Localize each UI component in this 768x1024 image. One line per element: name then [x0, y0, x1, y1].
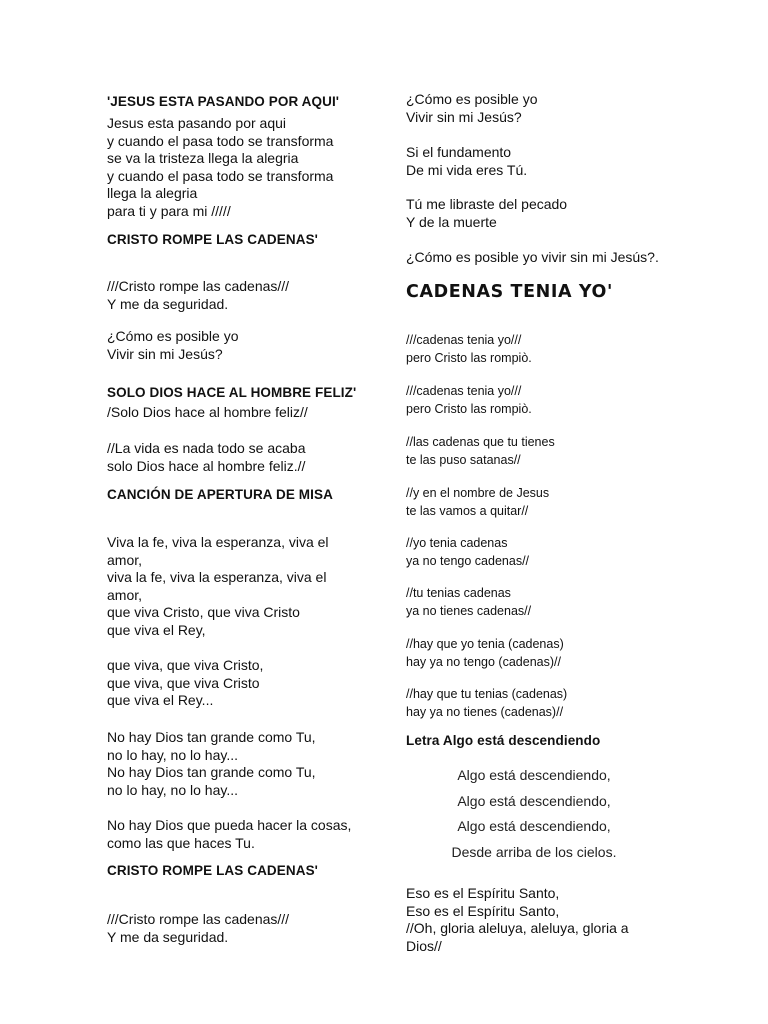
- lyric-line: //hay que tu tenias (cadenas): [406, 687, 568, 701]
- lyric-line: /Solo Dios hace al hombre feliz//: [107, 404, 308, 420]
- lyric-line: Tú me libraste del pecado: [406, 196, 568, 212]
- song-stanza: [406, 332, 532, 367]
- lyric-line: que viva el Rey,: [107, 621, 206, 638]
- lyric-line: hay ya no tengo (cadenas)//: [406, 654, 561, 669]
- lyric-line: Eso es el Espíritu Santo,: [406, 885, 560, 901]
- song-title: SOLO DIOS HACE AL HOMBRE FELIZ': [107, 385, 357, 400]
- song-stanza: [406, 91, 538, 126]
- lyric-line: Y de la muerte: [406, 213, 497, 230]
- lyric-line: para ti y para mi /////: [107, 202, 231, 219]
- lyric-line: //yo tenia cadenas: [406, 536, 508, 550]
- song-stanza: [107, 534, 329, 639]
- lyric-line: Vivir sin mi Jesús?: [406, 108, 522, 125]
- lyric-line: //Oh, gloria aleluya, aleluya, gloria a: [406, 920, 629, 936]
- song-title: CRISTO ROMPE LAS CADENAS': [107, 863, 318, 878]
- song-lyrics: [107, 115, 333, 220]
- lyric-line: ///Cristo rompe las cadenas///: [107, 911, 290, 927]
- song-title: CANCIÓN DE APERTURA DE MISA: [107, 487, 333, 502]
- lyric-line: Algo está descendiendo,: [457, 792, 611, 809]
- lyric-line: Desde arriba de los cielos.: [451, 843, 617, 860]
- song-stanza: [406, 434, 555, 469]
- lyric-line: ¿Cómo es posible yo: [107, 328, 239, 344]
- song-stanza: [406, 535, 529, 570]
- lyric-line: //y en el nombre de Jesus: [406, 486, 550, 500]
- song-stanza: [406, 249, 659, 267]
- lyric-line: y cuando el pasa todo se transforma: [107, 132, 334, 149]
- lyric-line: que viva, que viva Cristo,: [107, 657, 264, 673]
- lyric-line: ya no tengo cadenas//: [406, 553, 530, 568]
- lyric-line: amor,: [107, 586, 143, 603]
- lyric-line: pero Cristo las rompiò.: [406, 350, 532, 365]
- lyric-line: No hay Dios tan grande como Tu,: [107, 729, 316, 745]
- lyric-line: //tu tenias cadenas: [406, 586, 511, 600]
- lyric-line: llega la alegria: [107, 185, 198, 201]
- song-stanza: [107, 278, 289, 313]
- lyric-line: Algo está descendiendo,: [457, 767, 611, 783]
- lyric-line: Vivir sin mi Jesús?: [107, 345, 223, 362]
- song-stanza: [107, 404, 308, 422]
- song-title: Letra Algo está descendiendo: [406, 733, 601, 748]
- lyric-line: Algo está descendiendo,: [457, 818, 611, 834]
- lyric-line: te las puso satanas//: [406, 452, 521, 467]
- song-stanza: [406, 686, 567, 721]
- lyric-line: ///Cristo rompe las cadenas///: [107, 278, 290, 294]
- lyric-line: que viva, que viva Cristo: [107, 674, 260, 691]
- song-stanza: [107, 657, 263, 710]
- lyric-line: y cuando el pasa todo se transforma: [107, 167, 334, 184]
- lyric-line: no lo hay, no lo hay...: [107, 781, 239, 798]
- song-title: CRISTO ROMPE LAS CADENAS': [107, 232, 318, 247]
- lyric-line: se va la tristeza llega la alegria: [107, 150, 299, 166]
- lyric-line: Y me da seguridad.: [107, 928, 229, 945]
- lyric-line: te las vamos a quitar//: [406, 503, 529, 518]
- lyric-line: Jesus esta pasando por aqui: [107, 115, 287, 131]
- lyric-line: ///cadenas tenia yo///: [406, 333, 522, 347]
- lyric-line: No hay Dios que pueda hacer la cosas,: [107, 817, 352, 833]
- song-stanza: [406, 885, 629, 955]
- song-stanza: [406, 383, 532, 418]
- lyric-line: //las cadenas que tu tienes: [406, 435, 555, 449]
- lyric-line: No hay Dios tan grande como Tu,: [107, 764, 316, 780]
- lyric-line: ¿Cómo es posible yo: [406, 91, 538, 107]
- lyric-line: no lo hay, no lo hay...: [107, 746, 239, 763]
- song-stanza: [107, 911, 289, 946]
- lyric-line: //La vida es nada todo se acaba: [107, 440, 306, 456]
- lyric-line: Y me da seguridad.: [107, 295, 229, 312]
- song-stanza: [406, 636, 564, 671]
- lyric-line: ¿Cómo es posible yo vivir sin mi Jesús?.: [406, 249, 659, 265]
- lyric-line: pero Cristo las rompiò.: [406, 401, 532, 416]
- song-stanza: [406, 144, 527, 179]
- lyric-line: que viva Cristo, que viva Cristo: [107, 604, 300, 620]
- lyric-line: Dios//: [406, 937, 442, 954]
- song-title: CADENAS TENIA YO': [406, 282, 613, 302]
- lyric-line: ya no tienes cadenas//: [406, 603, 532, 618]
- song-stanza: [406, 485, 549, 520]
- lyric-line: Viva la fe, viva la esperanza, viva el: [107, 534, 329, 550]
- lyric-line: Si el fundamento: [406, 144, 512, 160]
- song-stanza: [107, 328, 239, 363]
- lyric-line: viva la fe, viva la esperanza, viva el: [107, 569, 327, 585]
- song-stanza: [107, 440, 305, 475]
- lyric-line: Eso es el Espíritu Santo,: [406, 902, 560, 919]
- song-title: 'JESUS ESTA PASANDO POR AQUI': [107, 94, 340, 109]
- lyric-line: De mi vida eres Tú.: [406, 161, 528, 178]
- lyric-line: ///cadenas tenia yo///: [406, 384, 522, 398]
- lyric-line: //hay que yo tenia (cadenas): [406, 637, 564, 651]
- lyric-line: amor,: [107, 551, 143, 568]
- song-stanza: [406, 585, 531, 620]
- lyric-line: hay ya no tienes (cadenas)//: [406, 704, 564, 719]
- lyric-line: solo Dios hace al hombre feliz.//: [107, 457, 306, 474]
- song-stanza: [107, 729, 316, 799]
- song-stanza: [406, 196, 567, 231]
- song-stanza: [107, 817, 351, 852]
- lyric-line: como las que haces Tu.: [107, 834, 255, 851]
- lyric-line: que viva el Rey...: [107, 692, 214, 708]
- centered-stanza: [406, 763, 662, 865]
